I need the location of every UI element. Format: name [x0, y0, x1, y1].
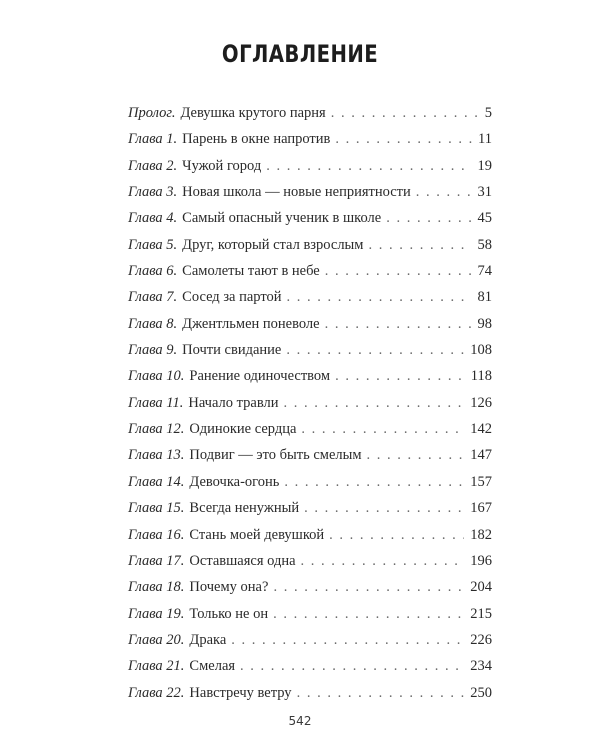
toc-dot-leader [325, 311, 472, 337]
toc-entry-label: Глава 7. [128, 289, 178, 306]
toc-entry-title: Друг, который стал взрослым [182, 236, 364, 253]
toc-dot-leader [273, 601, 464, 627]
toc-entry-chapter-1[interactable] [128, 126, 492, 152]
toc-entry-page: 45 [477, 210, 492, 227]
toc-entry-label: Глава 10. [128, 368, 185, 385]
toc-entry-page: 167 [470, 500, 492, 517]
toc-entry-title: Начало травли [188, 394, 279, 411]
toc-entry-chapter-17[interactable] [128, 548, 492, 574]
toc-entry-page: 250 [470, 684, 492, 701]
toc-entry-title: Всегда ненужный [189, 500, 300, 517]
toc-dot-leader [367, 442, 465, 468]
toc-dot-leader [325, 258, 472, 284]
toc-entry-page: 31 [477, 184, 492, 201]
toc-dot-leader [368, 232, 471, 258]
toc-entry-chapter-12[interactable] [128, 416, 492, 442]
toc-entry-chapter-18[interactable] [128, 574, 492, 600]
toc-entry-label: Глава 12. [128, 421, 185, 438]
toc-entry-title: Смелая [189, 658, 236, 675]
toc-entry-title: Парень в окне напротив [182, 131, 331, 148]
toc-dot-leader [284, 390, 465, 416]
toc-entry-label: Глава 15. [128, 500, 185, 517]
toc-entry-page: 81 [477, 289, 492, 306]
toc-entry-prologue[interactable] [128, 100, 492, 126]
toc-dot-leader [266, 153, 471, 179]
toc-entry-chapter-4[interactable] [128, 205, 492, 231]
toc-entry-page: 234 [470, 658, 492, 675]
toc-entry-chapter-22[interactable] [128, 680, 492, 706]
toc-entry-label: Глава 22. [128, 684, 185, 701]
toc-entry-chapter-11[interactable] [128, 390, 492, 416]
toc-entry-chapter-21[interactable] [128, 653, 492, 679]
toc-entry-title: Самый опасный ученик в школе [182, 210, 382, 227]
toc-entry-page: 98 [477, 315, 492, 332]
toc-entry-title: Одинокие сердца [189, 421, 297, 438]
toc-entry-title: Навстречу ветру [189, 684, 292, 701]
toc-entry-label: Глава 5. [128, 236, 178, 253]
page-title: ОГЛАВЛЕНИЕ [221, 40, 379, 68]
toc-entry-title: Драка [189, 631, 227, 648]
toc-entry-title: Самолеты тают в небе [182, 263, 320, 280]
toc-dot-leader [416, 179, 472, 205]
toc-entry-chapter-13[interactable] [128, 442, 492, 468]
toc-dot-leader [231, 627, 464, 653]
toc-entry-label: Глава 6. [128, 263, 178, 280]
toc-entry-page: 108 [470, 342, 492, 359]
toc-entry-label: Глава 21. [128, 658, 185, 675]
toc-entry-page: 204 [470, 579, 492, 596]
toc-entry-title: Подвиг — это быть смелым [189, 447, 362, 464]
toc-entry-title: Девушка крутого парня [180, 105, 326, 121]
toc-entry-chapter-10[interactable] [128, 363, 492, 389]
toc-entry-page: 126 [470, 394, 492, 411]
toc-dot-leader [240, 653, 464, 679]
toc-entry-label: Глава 14. [128, 473, 185, 490]
toc-entry-chapter-16[interactable] [128, 522, 492, 548]
toc-dot-leader [301, 416, 464, 442]
toc-entry-chapter-19[interactable] [128, 601, 492, 627]
toc-dot-leader [335, 126, 472, 152]
toc-dot-leader [284, 469, 464, 495]
toc-entry-chapter-3[interactable] [128, 179, 492, 205]
toc-entry-chapter-2[interactable] [128, 153, 492, 179]
toc-entry-title: Сосед за партой [182, 289, 282, 306]
toc-entry-label: Глава 19. [128, 605, 185, 622]
toc-dot-leader [329, 522, 464, 548]
toc-entry-page: 58 [477, 236, 492, 253]
toc-entry-chapter-8[interactable] [128, 311, 492, 337]
toc-dot-leader [273, 574, 464, 600]
toc-entry-chapter-20[interactable] [128, 627, 492, 653]
toc-entry-label: Глава 13. [128, 447, 185, 464]
toc-entry-title: Почему она? [189, 579, 269, 596]
toc-dot-leader [304, 495, 464, 521]
toc-dot-leader [386, 205, 471, 231]
page-number: 542 [288, 714, 312, 728]
toc-entry-label: Глава 18. [128, 579, 185, 596]
toc-entry-page: 215 [470, 605, 492, 622]
toc-entry-label: Глава 11. [128, 394, 184, 411]
toc-entry-label: Глава 16. [128, 526, 185, 543]
toc-entry-label: Глава 2. [128, 157, 178, 174]
toc-entry-page: 118 [470, 368, 492, 385]
toc-entry-title: Стань моей девушкой [189, 526, 325, 543]
toc-entry-chapter-9[interactable] [128, 337, 492, 363]
toc-entry-chapter-15[interactable] [128, 495, 492, 521]
toc-entry-label: Глава 20. [128, 631, 185, 648]
toc-dot-leader [297, 680, 465, 706]
toc-entry-chapter-7[interactable] [128, 284, 492, 310]
toc-entry-page: 19 [477, 157, 492, 174]
toc-entry-label: Глава 1. [128, 131, 178, 148]
toc-entry-chapter-14[interactable] [128, 469, 492, 495]
toc-entry-page: 142 [470, 421, 492, 438]
toc-dot-leader [287, 284, 472, 310]
toc-entry-title: Джентльмен поневоле [182, 315, 320, 332]
toc-dot-leader [301, 548, 465, 574]
toc-entry-label: Глава 4. [128, 210, 178, 227]
toc-entry-title: Почти свидание [182, 342, 282, 359]
toc-entry-chapter-5[interactable] [128, 232, 492, 258]
toc-entry-page: 11 [478, 131, 492, 148]
toc-entry-title: Только не он [189, 605, 269, 622]
toc-entry-page: 226 [470, 631, 492, 648]
toc-entry-page: 147 [470, 447, 492, 464]
toc-entry-label: Глава 17. [128, 552, 185, 569]
toc-entry-label: Пролог. [128, 105, 176, 121]
toc-entry-title: Чужой город [182, 157, 262, 174]
toc-entry-title: Ранение одиночеством [189, 368, 331, 385]
toc-entry-page: 182 [470, 526, 492, 543]
toc-entry-label: Глава 9. [128, 342, 178, 359]
toc-dot-leader [331, 100, 479, 126]
toc-entry-title: Девочка-огонь [189, 473, 280, 490]
table-of-contents [128, 100, 492, 706]
toc-entry-page: 157 [470, 473, 492, 490]
toc-entry-chapter-6[interactable] [128, 258, 492, 284]
toc-entry-page: 74 [477, 263, 492, 280]
toc-entry-title: Новая школа — новые неприятности [182, 184, 411, 201]
toc-entry-label: Глава 3. [128, 184, 178, 201]
toc-entry-title: Оставшаяся одна [189, 552, 296, 569]
toc-entry-label: Глава 8. [128, 315, 178, 332]
toc-dot-leader [286, 337, 464, 363]
toc-entry-page: 196 [470, 552, 492, 569]
toc-dot-leader [335, 363, 465, 389]
toc-entry-page: 5 [484, 105, 492, 121]
